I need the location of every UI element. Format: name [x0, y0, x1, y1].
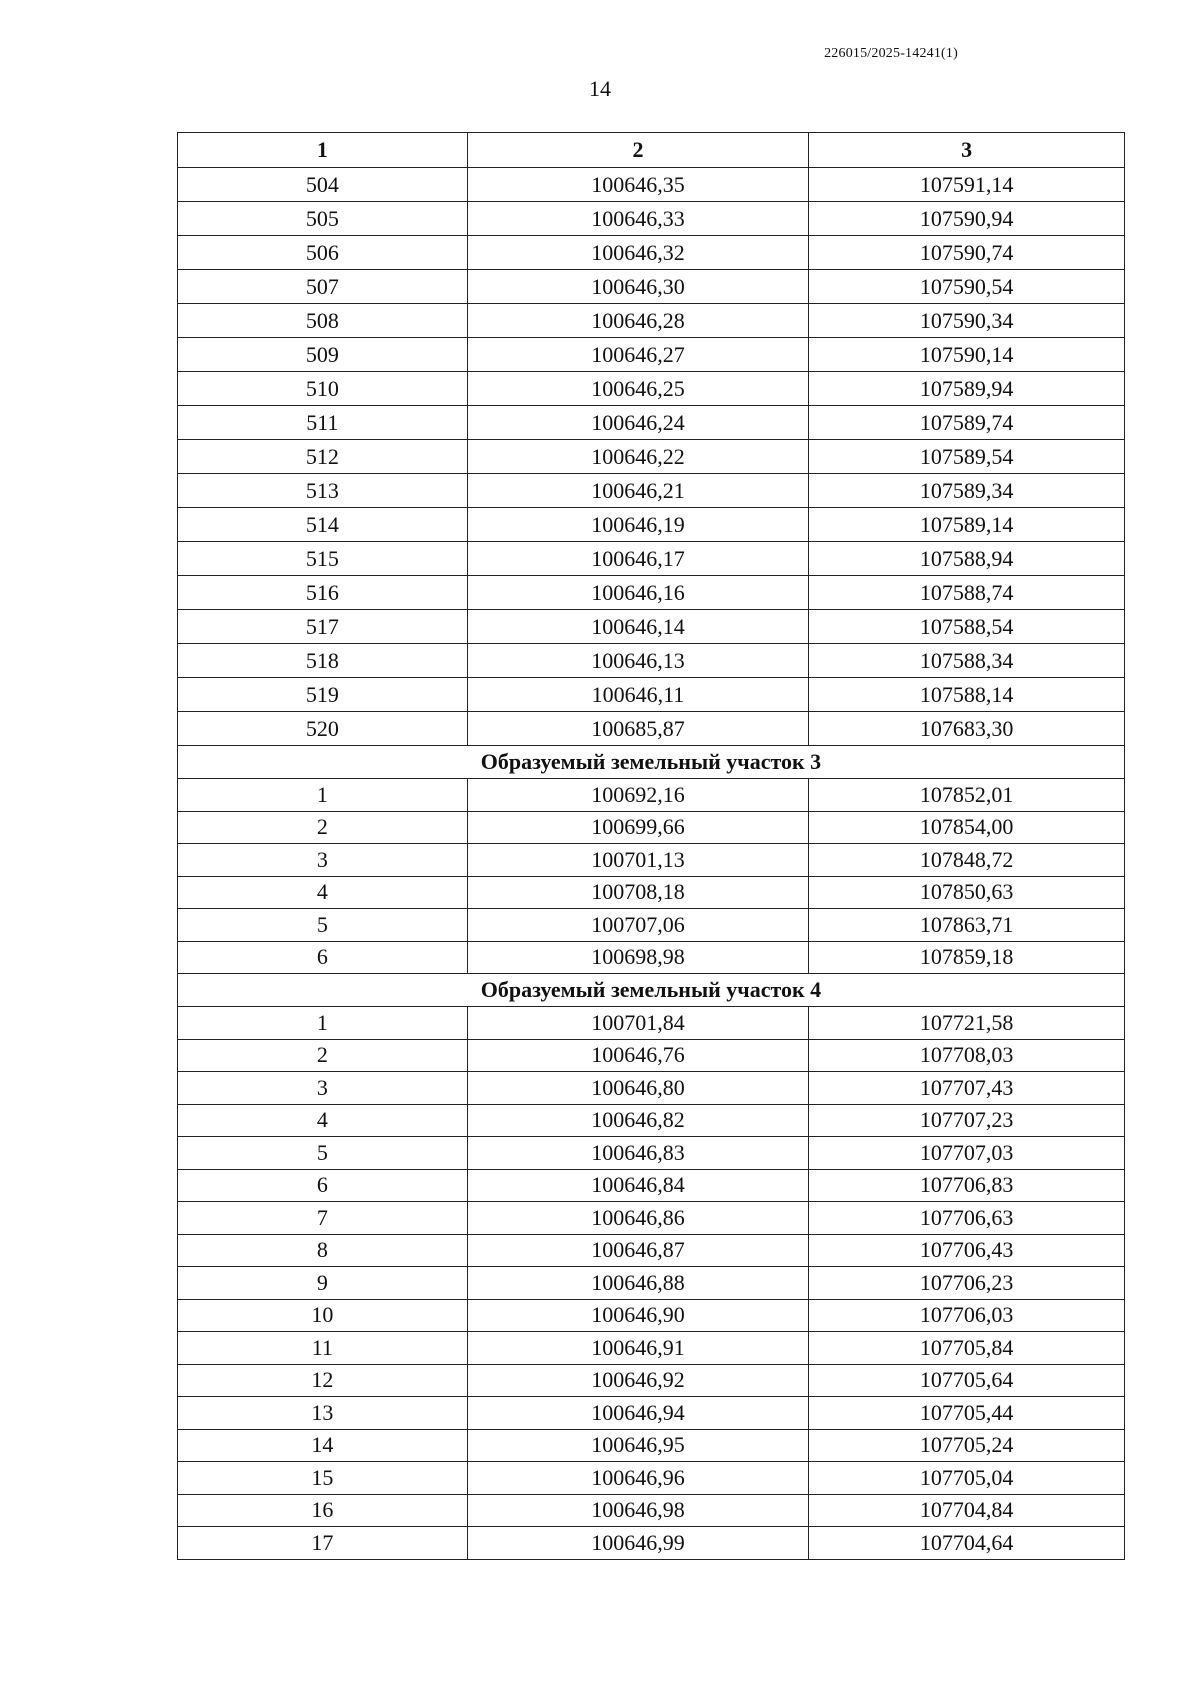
table-row [178, 844, 1125, 877]
y-coordinate-cell: 107705,04 [809, 1462, 1125, 1495]
point-number-cell: 7 [178, 1202, 468, 1235]
x-coordinate-cell: 100646,76 [467, 1039, 809, 1072]
x-coordinate-cell: 100646,17 [467, 542, 809, 576]
x-coordinate-cell: 100646,25 [467, 372, 809, 406]
point-number-cell: 507 [178, 270, 468, 304]
y-coordinate-cell: 107589,34 [809, 474, 1125, 508]
x-coordinate-cell: 100646,28 [467, 304, 809, 338]
y-coordinate-cell: 107705,44 [809, 1397, 1125, 1430]
table-row [178, 610, 1125, 644]
table-row [178, 1007, 1125, 1040]
y-coordinate-cell: 107706,63 [809, 1202, 1125, 1235]
point-number-cell: 3 [178, 1072, 468, 1105]
y-coordinate-cell: 107589,54 [809, 440, 1125, 474]
point-number-cell: 1 [178, 1007, 468, 1040]
y-coordinate-cell: 107708,03 [809, 1039, 1125, 1072]
point-number-cell: 9 [178, 1267, 468, 1300]
section-row [178, 974, 1125, 1007]
y-coordinate-cell: 107721,58 [809, 1007, 1125, 1040]
table-row [178, 270, 1125, 304]
table-row [178, 236, 1125, 270]
x-coordinate-cell: 100646,13 [467, 644, 809, 678]
table-row [178, 1267, 1125, 1300]
table-row [178, 811, 1125, 844]
point-number-cell: 10 [178, 1299, 468, 1332]
point-number-cell: 513 [178, 474, 468, 508]
y-coordinate-cell: 107588,94 [809, 542, 1125, 576]
table-row [178, 372, 1125, 406]
point-number-cell: 520 [178, 712, 468, 746]
table-row [178, 1494, 1125, 1527]
table-row [178, 876, 1125, 909]
y-coordinate-cell: 107707,23 [809, 1104, 1125, 1137]
point-number-cell: 15 [178, 1462, 468, 1495]
x-coordinate-cell: 100646,16 [467, 576, 809, 610]
x-coordinate-cell: 100646,19 [467, 508, 809, 542]
point-number-cell: 515 [178, 542, 468, 576]
x-coordinate-cell: 100646,32 [467, 236, 809, 270]
x-coordinate-cell: 100646,35 [467, 168, 809, 202]
table-row [178, 1202, 1125, 1235]
point-number-cell: 508 [178, 304, 468, 338]
y-coordinate-cell: 107590,34 [809, 304, 1125, 338]
table-row [178, 474, 1125, 508]
x-coordinate-cell: 100685,87 [467, 712, 809, 746]
point-number-cell: 517 [178, 610, 468, 644]
table-row [178, 909, 1125, 942]
x-coordinate-cell: 100646,82 [467, 1104, 809, 1137]
point-number-cell: 4 [178, 876, 468, 909]
table-row [178, 304, 1125, 338]
point-number-cell: 1 [178, 779, 468, 812]
point-number-cell: 516 [178, 576, 468, 610]
table-row [178, 1234, 1125, 1267]
y-coordinate-cell: 107588,34 [809, 644, 1125, 678]
point-number-cell: 519 [178, 678, 468, 712]
y-coordinate-cell: 107590,54 [809, 270, 1125, 304]
table-body-part1 [178, 168, 1125, 746]
x-coordinate-cell: 100646,22 [467, 440, 809, 474]
point-number-cell: 12 [178, 1364, 468, 1397]
table-row [178, 712, 1125, 746]
y-coordinate-cell: 107706,83 [809, 1169, 1125, 1202]
point-number-cell: 11 [178, 1332, 468, 1365]
table-row [178, 779, 1125, 812]
table-row [178, 1104, 1125, 1137]
x-coordinate-cell: 100646,88 [467, 1267, 809, 1300]
point-number-cell: 512 [178, 440, 468, 474]
point-number-cell: 8 [178, 1234, 468, 1267]
x-coordinate-cell: 100646,90 [467, 1299, 809, 1332]
point-number-cell: 6 [178, 1169, 468, 1202]
y-coordinate-cell: 107707,43 [809, 1072, 1125, 1105]
x-coordinate-cell: 100646,27 [467, 338, 809, 372]
y-coordinate-cell: 107848,72 [809, 844, 1125, 877]
column-header-x: 2 [467, 133, 809, 168]
x-coordinate-cell: 100646,99 [467, 1527, 809, 1560]
x-coordinate-cell: 100646,91 [467, 1332, 809, 1365]
y-coordinate-cell: 107588,74 [809, 576, 1125, 610]
column-header-y: 3 [809, 133, 1125, 168]
y-coordinate-cell: 107590,94 [809, 202, 1125, 236]
x-coordinate-cell: 100646,86 [467, 1202, 809, 1235]
y-coordinate-cell: 107706,23 [809, 1267, 1125, 1300]
x-coordinate-cell: 100707,06 [467, 909, 809, 942]
x-coordinate-cell: 100646,84 [467, 1169, 809, 1202]
x-coordinate-cell: 100646,95 [467, 1429, 809, 1462]
y-coordinate-cell: 107863,71 [809, 909, 1125, 942]
table-row [178, 1429, 1125, 1462]
point-number-cell: 518 [178, 644, 468, 678]
x-coordinate-cell: 100646,94 [467, 1397, 809, 1430]
table-row [178, 1364, 1125, 1397]
y-coordinate-cell: 107683,30 [809, 712, 1125, 746]
point-number-cell: 17 [178, 1527, 468, 1560]
y-coordinate-cell: 107705,84 [809, 1332, 1125, 1365]
table-row [178, 338, 1125, 372]
point-number-cell: 16 [178, 1494, 468, 1527]
x-coordinate-cell: 100646,14 [467, 610, 809, 644]
column-header-point: 1 [178, 133, 468, 168]
x-coordinate-cell: 100699,66 [467, 811, 809, 844]
table-row [178, 576, 1125, 610]
x-coordinate-cell: 100646,98 [467, 1494, 809, 1527]
point-number-cell: 5 [178, 1137, 468, 1170]
point-number-cell: 6 [178, 941, 468, 974]
table-row [178, 644, 1125, 678]
point-number-cell: 509 [178, 338, 468, 372]
point-number-cell: 2 [178, 1039, 468, 1072]
section-title-plot-3: Образуемый земельный участок 3 [178, 746, 1125, 779]
y-coordinate-cell: 107590,14 [809, 338, 1125, 372]
x-coordinate-cell: 100646,96 [467, 1462, 809, 1495]
table-row [178, 202, 1125, 236]
table-row [178, 168, 1125, 202]
table-body-plot-3 [178, 779, 1125, 974]
y-coordinate-cell: 107854,00 [809, 811, 1125, 844]
page-number: 14 [589, 76, 611, 101]
y-coordinate-cell: 107588,14 [809, 678, 1125, 712]
section-title-plot-4: Образуемый земельный участок 4 [178, 974, 1125, 1007]
y-coordinate-cell: 107589,74 [809, 406, 1125, 440]
table-row [178, 508, 1125, 542]
section-row [178, 746, 1125, 779]
coordinates-table [177, 132, 1125, 1560]
x-coordinate-cell: 100692,16 [467, 779, 809, 812]
x-coordinate-cell: 100646,33 [467, 202, 809, 236]
point-number-cell: 3 [178, 844, 468, 877]
point-number-cell: 5 [178, 909, 468, 942]
table-row [178, 1137, 1125, 1170]
point-number-cell: 14 [178, 1429, 468, 1462]
y-coordinate-cell: 107588,54 [809, 610, 1125, 644]
y-coordinate-cell: 107705,24 [809, 1429, 1125, 1462]
table-row [178, 406, 1125, 440]
point-number-cell: 504 [178, 168, 468, 202]
y-coordinate-cell: 107591,14 [809, 168, 1125, 202]
y-coordinate-cell: 107850,63 [809, 876, 1125, 909]
table-body-plot-4 [178, 1007, 1125, 1560]
point-number-cell: 4 [178, 1104, 468, 1137]
x-coordinate-cell: 100701,13 [467, 844, 809, 877]
x-coordinate-cell: 100646,80 [467, 1072, 809, 1105]
y-coordinate-cell: 107706,43 [809, 1234, 1125, 1267]
y-coordinate-cell: 107705,64 [809, 1364, 1125, 1397]
point-number-cell: 13 [178, 1397, 468, 1430]
point-number-cell: 506 [178, 236, 468, 270]
table-header-row [178, 133, 1125, 168]
table-row [178, 1527, 1125, 1560]
y-coordinate-cell: 107706,03 [809, 1299, 1125, 1332]
y-coordinate-cell: 107704,84 [809, 1494, 1125, 1527]
table-row [178, 1299, 1125, 1332]
table-row [178, 1072, 1125, 1105]
x-coordinate-cell: 100646,24 [467, 406, 809, 440]
x-coordinate-cell: 100646,83 [467, 1137, 809, 1170]
document-reference: 226015/2025-14241(1) [824, 46, 958, 61]
point-number-cell: 2 [178, 811, 468, 844]
y-coordinate-cell: 107590,74 [809, 236, 1125, 270]
y-coordinate-cell: 107589,94 [809, 372, 1125, 406]
table-row [178, 678, 1125, 712]
y-coordinate-cell: 107704,64 [809, 1527, 1125, 1560]
x-coordinate-cell: 100698,98 [467, 941, 809, 974]
point-number-cell: 514 [178, 508, 468, 542]
table-row [178, 1397, 1125, 1430]
point-number-cell: 511 [178, 406, 468, 440]
y-coordinate-cell: 107589,14 [809, 508, 1125, 542]
x-coordinate-cell: 100646,21 [467, 474, 809, 508]
y-coordinate-cell: 107859,18 [809, 941, 1125, 974]
y-coordinate-cell: 107707,03 [809, 1137, 1125, 1170]
x-coordinate-cell: 100646,30 [467, 270, 809, 304]
point-number-cell: 505 [178, 202, 468, 236]
x-coordinate-cell: 100708,18 [467, 876, 809, 909]
x-coordinate-cell: 100646,92 [467, 1364, 809, 1397]
table-row [178, 542, 1125, 576]
table-row [178, 440, 1125, 474]
x-coordinate-cell: 100646,87 [467, 1234, 809, 1267]
x-coordinate-cell: 100646,11 [467, 678, 809, 712]
table-row [178, 1039, 1125, 1072]
table-row [178, 1169, 1125, 1202]
y-coordinate-cell: 107852,01 [809, 779, 1125, 812]
x-coordinate-cell: 100701,84 [467, 1007, 809, 1040]
point-number-cell: 510 [178, 372, 468, 406]
table-row [178, 941, 1125, 974]
table-row [178, 1332, 1125, 1365]
table-row [178, 1462, 1125, 1495]
